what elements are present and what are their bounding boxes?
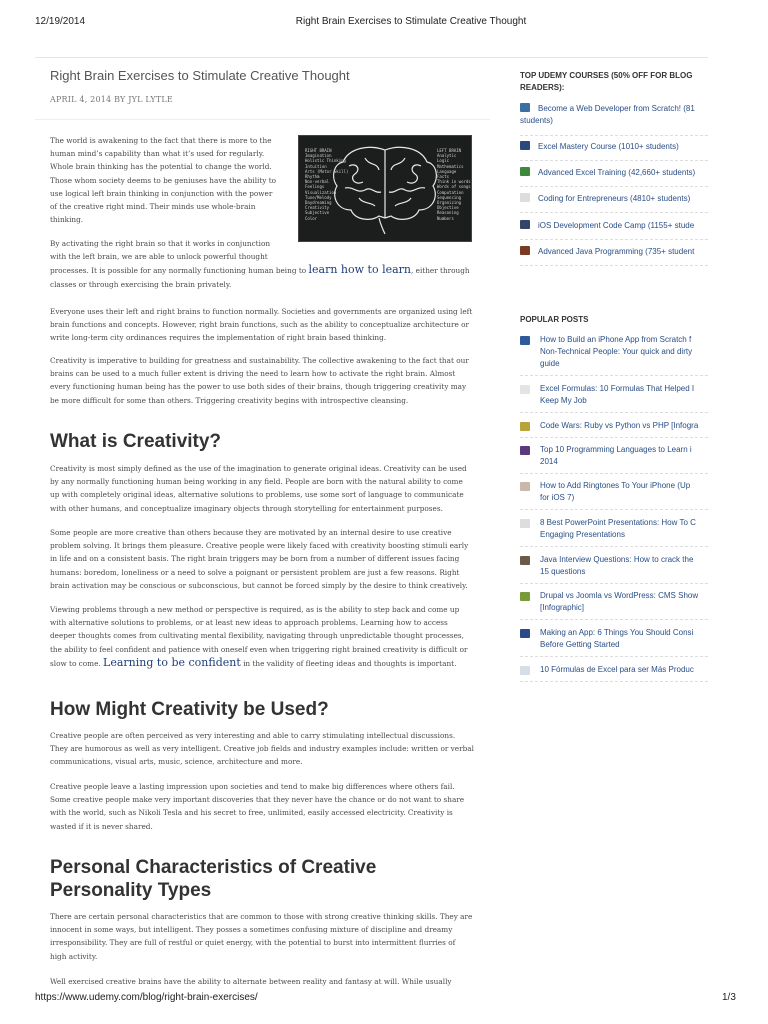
paragraph-line: use logical left brain thinking in conjunction with the power [50, 188, 273, 198]
paragraph-characteristics [50, 910, 472, 963]
brain-right-word: Computation [437, 189, 464, 195]
post-title-line: guide [540, 359, 560, 368]
paragraph-line: thinking. [50, 215, 84, 225]
post-title-line: for iOS 7) [540, 493, 575, 502]
paragraph-line: By activating the right brain so that it works in conjunction [50, 239, 271, 248]
popular-post-link[interactable] [520, 383, 708, 407]
brain-right-word: Words of songs [437, 184, 471, 190]
course-label: iOS Development Code Camp (1155+ stude [538, 221, 695, 230]
brain-right-word: Objective [437, 205, 459, 211]
course-link[interactable] [520, 141, 708, 153]
post-title-line: Keep My Job [540, 396, 587, 405]
paragraph-line: write long-term city ordinances requires the implementation of right brain based thinking. [50, 333, 387, 343]
post-divider [520, 546, 708, 547]
paragraph-line: wasted if it is never shared. [50, 821, 153, 831]
post-divider [520, 509, 708, 510]
course-label-continued: students) [520, 116, 553, 125]
course-thumbnail-icon [520, 246, 530, 255]
paragraph-line: the ability to feel confident and patience with oneself even when triggering right brained creativity is difficult or [50, 644, 468, 654]
course-link[interactable] [520, 103, 708, 127]
paragraph-line: brains can be used to a much fuller extent is driving the need to learn how to activate the right brain. Almost [50, 369, 456, 379]
brain-left-labels [305, 148, 348, 221]
courses-heading: TOP UDEMY COURSES (50% OFF FOR BLOG READERS): [520, 71, 693, 92]
paragraph-line: Viewing problems through a new method or perspective is required, as is the ability to step back and come up [50, 605, 460, 614]
brain-right-word: Facts [437, 174, 450, 180]
post-divider [520, 375, 708, 376]
popular-post-link[interactable] [520, 627, 708, 651]
paragraph-line: humans: boredom, loneliness or a need to solve a poignant or persistent problem are just a few reasons. Right [50, 567, 460, 577]
paragraph-everyone [50, 305, 472, 345]
post-title-line: Before Getting Started [540, 640, 620, 649]
post-title-line: Non-Technical People: Your quick and dirty [540, 347, 693, 356]
paragraph-line: up with completely original ideas, alternative solutions to problems, use some sort of language to communicate [50, 490, 464, 500]
course-link[interactable] [520, 167, 708, 179]
paragraph-line: of the creative right mind. Their minds use whole-brain [50, 202, 256, 212]
popular-post-link[interactable] [520, 590, 708, 614]
popular-post-link[interactable] [520, 480, 708, 504]
paragraph-line: irresponsibility. They are full of restful or quiet energy, with the potential to burst into intermittent flurries of [50, 938, 456, 948]
course-link[interactable] [520, 220, 708, 232]
paragraph-definition [50, 462, 467, 515]
course-thumbnail-icon [520, 220, 530, 229]
post-thumbnail-icon [520, 629, 530, 638]
post-divider [520, 437, 708, 438]
print-date: 12/19/2014 [35, 16, 86, 27]
post-thumbnail-icon [520, 482, 530, 491]
paragraph-line: processes. It is possible for any normally functioning human being to learn how to learn, either through [50, 263, 470, 277]
paragraph-activating [50, 237, 470, 291]
paragraph-line: Those whom society deems to be geniuses have the ability to [50, 175, 277, 185]
popular-post-link[interactable] [520, 420, 708, 432]
post-divider [520, 619, 708, 620]
brain-left-word: Non-verbal [305, 179, 330, 185]
brain-left-heading: RIGHT BRAIN [305, 148, 332, 153]
post-thumbnail-icon [520, 336, 530, 345]
course-divider [520, 212, 708, 213]
article-title[interactable]: Right Brain Exercises to Stimulate Creative Thought [50, 68, 350, 83]
post-title-line: Engaging Presentations [540, 530, 625, 539]
brain-illustration [298, 135, 472, 242]
course-link[interactable] [520, 193, 708, 205]
post-divider [520, 656, 708, 657]
brain-left-word: Daydreaming [305, 200, 332, 206]
paragraph-line: communications, visual arts, music, science, architecture and more. [50, 757, 303, 767]
top-divider [35, 57, 708, 58]
post-title-line: [Infographic] [540, 603, 585, 612]
paragraph-line: slow to come. Learning to be confident in the validity of fleeting ideas and thoughts is important. [50, 655, 457, 669]
course-label: Advanced Excel Training (42,660+ students) [538, 168, 696, 177]
post-divider [520, 681, 708, 682]
paragraph-line: with the left brain, we are able to unlock powerful thought [50, 252, 268, 262]
paragraph-line: brain activation may be conscious or subconscious, but cannot be forced simply by the desire to think creatively. [50, 580, 468, 590]
brain-right-word: Numbers [437, 215, 454, 221]
post-thumbnail-icon [520, 666, 530, 675]
intro-paragraph [50, 134, 276, 226]
paragraph-line: Whole brain thinking has the potential to change the world. [50, 162, 272, 172]
paragraph-line: human mind’s capability than what it’s used for regularly. [50, 149, 265, 159]
course-label: Become a Web Developer from Scratch! (81 [538, 104, 695, 113]
paragraph-line: high activity. [50, 951, 98, 961]
brain-left-word: Creativity [305, 205, 330, 211]
paragraph-impression [50, 780, 464, 833]
paragraph-line: with alternative solutions to problems, or at least new ideas to approach problems. Learning how to access [50, 618, 448, 628]
brain-right-list [437, 153, 471, 221]
brain-left-word: Tune/Melody [305, 194, 332, 200]
post-thumbnail-icon [520, 385, 530, 394]
popular-post-link[interactable] [520, 334, 708, 370]
paragraph-line: innocent in some ways, but intelligent. They posses a sometimes confusing mixture of discipline and dreamy [50, 925, 453, 935]
post-title-line: Excel Formulas: 10 Formulas That Helped I [540, 384, 695, 393]
paragraph-line: with other humans, and conceptualize imaginary objects through storytelling for entertainment purposes. [50, 503, 443, 513]
brain-left-word: Feelings [305, 184, 325, 190]
paragraph-imperative [50, 354, 469, 407]
brain-left-word: Visualization [305, 189, 337, 195]
post-title-line: 8 Best PowerPoint Presentations: How To C [540, 518, 696, 527]
heading-how-might-creativity: How Might Creativity be Used? [50, 699, 329, 720]
paragraph-line: Everyone uses their left and right brains to function normally. Societies and governments are organized using left [50, 307, 473, 316]
paragraph-line: be more difficult for some than others. Triggering creativity begins with introspective cleansing. [50, 395, 409, 405]
course-thumbnail-icon [520, 167, 530, 176]
post-thumbnail-icon [520, 446, 530, 455]
print-header [0, 16, 768, 30]
brain-right-word: Analytic [437, 153, 457, 159]
paragraph-perspective [50, 603, 468, 670]
paragraph-line: problem solving. It brings them pleasure. Creative people were likely faced with creativity boosting stimuli early [50, 541, 469, 551]
print-url: https://www.udemy.com/blog/right-brain-exercises/ [35, 992, 258, 1003]
course-label: Excel Mastery Course (1010+ students) [538, 142, 679, 151]
course-divider [520, 186, 708, 187]
course-label: Coding for Entrepreneurs (4810+ students) [538, 194, 691, 203]
paragraph-line: There are certain personal characteristics that are common to those with strong creative thinking skills. They are [50, 912, 473, 921]
brain-right-word: Language [437, 168, 457, 174]
post-title-line: Java Interview Questions: How to crack the [540, 555, 694, 564]
paragraph-line: by any normally functioning human being working in any field. People are born with the natural ability to come [50, 477, 463, 487]
brain-left-word: Imagination [305, 153, 332, 159]
post-title-line: 2014 [540, 457, 558, 466]
course-thumbnail-icon [520, 103, 530, 112]
paragraph-line: classes or through exercising the brain privately. [50, 279, 232, 289]
brain-right-word: Think in words [437, 179, 471, 185]
brain-left-word: Color [305, 215, 318, 221]
course-divider [520, 135, 708, 136]
paragraph-line: with the world, such as Nikoli Tesla and his secret to free, unlimited, easily accessed electricity. Creativity is [50, 808, 453, 818]
brain-right-word: Organizing [437, 200, 462, 206]
post-thumbnail-icon [520, 519, 530, 528]
post-thumbnail-icon [520, 556, 530, 565]
brain-left-list [305, 153, 348, 221]
post-divider [520, 473, 708, 474]
post-thumbnail-icon [520, 592, 530, 601]
popular-post-link[interactable] [520, 444, 708, 468]
paragraph-line: brain functions and concepts. However, right brain functions, such as the ability to conceptualize architecture or [50, 320, 470, 330]
post-title-line: How to Build an iPhone App from Scratch f [540, 335, 692, 344]
popular-post-link[interactable] [520, 517, 708, 541]
brain-left-word: Intuition [305, 163, 327, 169]
brain-left-word: Holistic Thinking [305, 158, 346, 164]
paragraph-line: Creative people are often perceived as very interesting and able to carry stimulating intellectual discussions. [50, 731, 456, 740]
paragraph-line: Creativity is most simply defined as the use of the imagination to generate original ideas. Creativity can be used [50, 464, 467, 473]
post-title-line: Code Wars: Ruby vs Python vs PHP [Infogra [540, 421, 699, 430]
paragraph-line: Creativity is imperative to building for greatness and sustainability. The collective awakening to the fact that our [50, 356, 469, 365]
course-divider [520, 265, 708, 266]
brain-left-word: Rhythm [305, 174, 320, 180]
paragraph-line: The world is awakening to the fact that there is more to the [50, 136, 272, 145]
post-title-line: Drupal vs Joomla vs WordPress: CMS Show [540, 591, 699, 600]
post-divider [520, 412, 708, 413]
paragraph-line: They are humorous as well as very intelligent. Creative job fields and industry examples include: written or verbal [50, 744, 474, 754]
meta-divider [35, 119, 490, 120]
learning-to-be-confident-link[interactable]: Learning to be confident [103, 655, 241, 669]
print-title: Right Brain Exercises to Stimulate Creative Thought [295, 16, 527, 27]
post-thumbnail-icon [520, 422, 530, 431]
post-title-line: 10 Fórmulas de Excel para ser Más Produc [540, 665, 694, 674]
popular-post-link[interactable] [520, 664, 708, 676]
paragraph-alternate: Well exercised creative brains have the ability to alternate between reality and fantasy at will. While usually [50, 977, 452, 986]
print-page-number: 1/3 [722, 992, 736, 1003]
post-divider [520, 583, 708, 584]
brain-right-word: Mathematics [437, 163, 464, 169]
article-meta: APRIL 4, 2014 BY JYL LYTLE [50, 95, 173, 104]
paragraph-motivation [50, 526, 468, 592]
heading-personal-characteristics: Personal Characteristics of Creative Personality Types [50, 857, 377, 901]
popular-post-link[interactable] [520, 554, 708, 578]
heading-what-is-creativity: What is Creativity? [50, 431, 222, 452]
brain-right-heading: LEFT BRAIN [437, 148, 462, 153]
paragraph-perceived [50, 729, 474, 769]
post-title-line: How to Add Ringtones To Your iPhone (Up [540, 481, 691, 490]
paragraph-line: in life and on a consistent basis. The right brain triggers may be born from a number of different issues facing [50, 554, 460, 564]
paragraph-line: Some creative people make very important discoveries that they never have the chance or do not want to share [50, 795, 465, 805]
post-title-line: Making an App: 6 Things You Should Consi [540, 628, 694, 637]
course-thumbnail-icon [520, 193, 530, 202]
course-divider [520, 239, 708, 240]
brain-left-word: Subjective [305, 210, 330, 216]
paragraph-line: every functioning human being has the power to use both sides of their brains, though triggering creativity may [50, 382, 467, 392]
learn-how-to-learn-link[interactable]: learn how to learn [308, 263, 411, 277]
popular-posts-heading: POPULAR POSTS [520, 315, 589, 324]
post-title-line: 15 questions [540, 567, 586, 576]
brain-right-word: Logic [437, 158, 450, 164]
paragraph-line: deeper thoughts comes from cultivating mental flexibility, navigating through unpredictable thought processes, [50, 631, 464, 641]
paragraph-line: Creative people leave a lasting impression upon societies and tend to make big differences where others fail. [50, 782, 455, 791]
brain-left-word: Arts (Motor Skill) [305, 168, 349, 174]
course-label: Advanced Java Programming (735+ student [538, 247, 695, 256]
post-title-line: Top 10 Programming Languages to Learn i [540, 445, 692, 454]
brain-right-word: Sequencing [437, 194, 462, 200]
course-thumbnail-icon [520, 141, 530, 150]
brain-right-labels [437, 148, 471, 221]
paragraph-line: Some people are more creative than others because they are motivated by an internal desire to use creative [50, 528, 452, 537]
course-link[interactable] [520, 246, 708, 258]
course-divider [520, 160, 708, 161]
brain-right-word: Reasoning [437, 210, 459, 216]
